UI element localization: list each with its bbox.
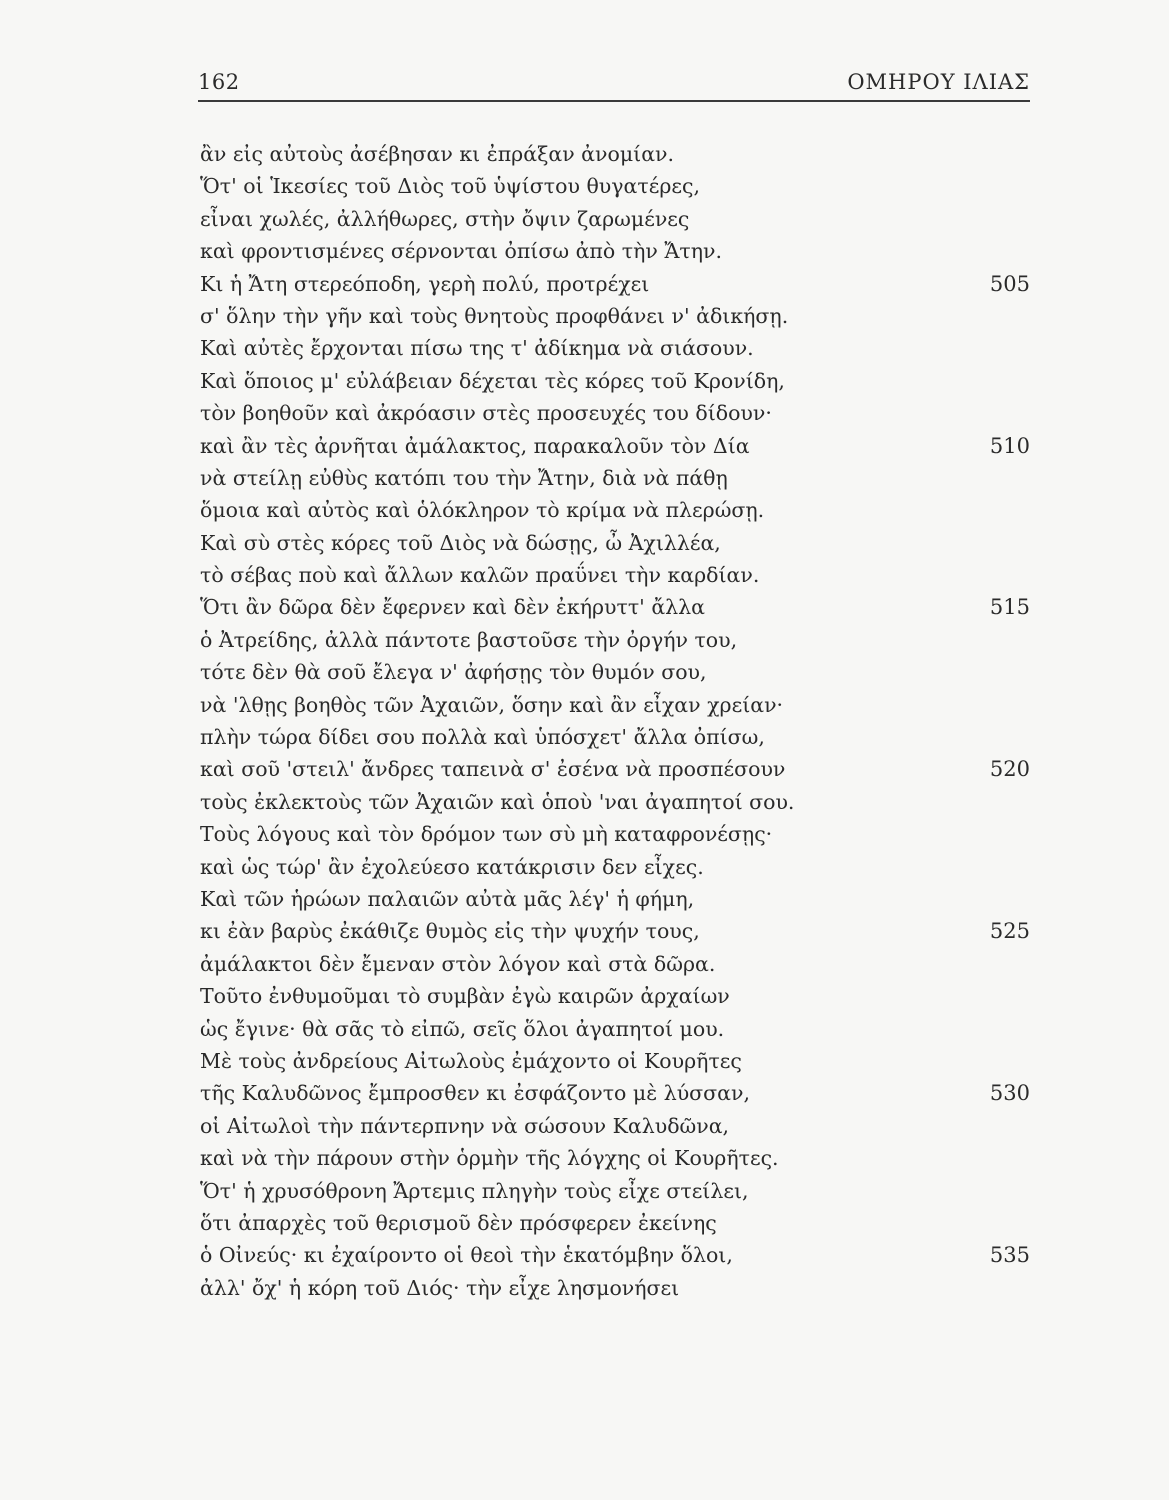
- verse-text: ὅτι ἀπαρχὲς τοῦ θερισμοῦ δὲν πρόσφερεν ἐκείνης: [200, 1210, 717, 1235]
- verse-number: 515: [989, 595, 1030, 620]
- verse-text: καὶ ὡς τώρ' ἂν ἐχολεύεσο κατάκρισιν δεν εἶχες.: [200, 854, 704, 879]
- verse-number: 530: [989, 1081, 1030, 1106]
- verse-number: 510: [989, 433, 1030, 458]
- verse-text: νὰ στείλῃ εὐθὺς κατόπι του τὴν Ἄτην, διὰ νὰ πάθῃ: [200, 465, 728, 490]
- verse-number: 505: [989, 271, 1030, 296]
- header-rule: [198, 100, 1030, 102]
- verse-text: Τοὺς λόγους καὶ τὸν δρόμον των σὺ μὴ καταφρονέσῃς·: [200, 822, 773, 847]
- verse-text: καὶ σοῦ 'στειλ' ἄνδρες ταπεινὰ σ' ἐσένα νὰ προσπέσουν: [200, 757, 786, 782]
- verse-line: [200, 1045, 1040, 1077]
- verse-text: τὸν βοηθοῦν καὶ ἀκρόασιν στὲς προσευχές του δίδουν·: [200, 401, 772, 426]
- verse-line: [200, 397, 1040, 429]
- verse-line: [200, 1239, 1040, 1271]
- verse-text: Ὅτ' οἱ Ἱκεσίες τοῦ Διὸς τοῦ ὑψίστου θυγατέρες,: [200, 174, 700, 199]
- verse-text: ὁ Ἀτρείδης, ἀλλὰ πάντοτε βαστοῦσε τὴν ὀργήν του,: [200, 627, 738, 652]
- verse-line: [200, 203, 1040, 235]
- verse-number: 525: [989, 919, 1030, 944]
- page-header: [198, 64, 1030, 102]
- verse-text: Ὅτι ἂν δῶρα δὲν ἔφερνεν καὶ δὲν ἐκήρυττ' ἄλλα: [200, 595, 706, 620]
- verse-line: [200, 1272, 1040, 1304]
- verse-text: κι ἐὰν βαρὺς ἐκάθιζε θυμὸς εἰς τὴν ψυχήν τους,: [200, 919, 700, 944]
- verse-line: [200, 851, 1040, 883]
- verse-text: καὶ νὰ τὴν πάρουν στὴν ὁρμὴν τῆς λόγχης οἱ Κουρῆτες.: [200, 1146, 779, 1171]
- verse-text: οἱ Αἰτωλοὶ τὴν πάντερπνην νὰ σώσουν Καλυδῶνα,: [200, 1113, 730, 1138]
- verse-line: [200, 527, 1040, 559]
- verse-line: [200, 689, 1040, 721]
- verse-line: [200, 980, 1040, 1012]
- verse-text: ὁ Οἰνεύς· κι ἐχαίροντο οἱ θεοὶ τὴν ἑκατόμβην ὅλοι,: [200, 1243, 733, 1268]
- verse-line: [200, 1142, 1040, 1174]
- verse-line: [200, 235, 1040, 267]
- verse-text: νὰ 'λθῃς βοηθὸς τῶν Ἀχαιῶν, ὅσην καὶ ἂν εἶχαν χρείαν·: [200, 692, 784, 717]
- verse-text: ἀμάλακτοι δὲν ἔμεναν στὸν λόγον καὶ στὰ δῶρα.: [200, 951, 716, 976]
- verse-text: τὸ σέβας ποὺ καὶ ἄλλων καλῶν πραΰνει τὴν καρδίαν.: [200, 563, 760, 588]
- verse-number: 520: [989, 757, 1030, 782]
- verse-line: [200, 721, 1040, 753]
- verse-line: [200, 138, 1040, 170]
- verse-text: τῆς Καλυδῶνος ἔμπροσθεν κι ἐσφάζοντο μὲ λύσσαν,: [200, 1081, 750, 1106]
- verse-text: καὶ φροντισμένες σέρνονται ὀπίσω ἀπὸ τὴν Ἄτην.: [200, 239, 722, 264]
- verse-list: [200, 138, 1040, 1304]
- running-title: ΟΜΗΡΟΥ ΙΛΙΑΣ: [847, 70, 1030, 94]
- verse-line: [200, 462, 1040, 494]
- verse-line: [200, 494, 1040, 526]
- verse-line: [200, 170, 1040, 202]
- verse-line: [200, 883, 1040, 915]
- verse-line: [200, 332, 1040, 364]
- verse-text: ὅμοια καὶ αὐτὸς καὶ ὁλόκληρον τὸ κρίμα νὰ πλερώσῃ.: [200, 498, 765, 523]
- verse-text: ὡς ἔγινε· θὰ σᾶς τὸ εἰπῶ, σεῖς ὅλοι ἀγαπητοί μου.: [200, 1016, 725, 1041]
- verse-line: [200, 300, 1040, 332]
- verse-text: πλὴν τώρα δίδει σου πολλὰ καὶ ὑπόσχετ' ἄλλα ὀπίσω,: [200, 725, 765, 750]
- verse-text: Ὅτ' ἡ χρυσόθρονη Ἄρτεμις πληγὴν τοὺς εἶχε στείλει,: [200, 1178, 749, 1203]
- verse-text: ἀλλ' ὄχ' ἡ κόρη τοῦ Διός· τὴν εἶχε λησμονήσει: [200, 1275, 680, 1300]
- verse-line: [200, 1013, 1040, 1045]
- verse-line: [200, 818, 1040, 850]
- verse-line: [200, 786, 1040, 818]
- verse-text: Μὲ τοὺς ἀνδρείους Αἰτωλοὺς ἐμάχοντο οἱ Κουρῆτες: [200, 1048, 742, 1073]
- verse-line: [200, 365, 1040, 397]
- verse-text: Καὶ τῶν ἡρώων παλαιῶν αὐτὰ μᾶς λέγ' ἡ φήμη,: [200, 886, 695, 911]
- verse-number: 535: [989, 1243, 1030, 1268]
- verse-line: [200, 591, 1040, 623]
- verse-text: εἶναι χωλές, ἀλλήθωρες, στὴν ὄψιν ζαρωμένες: [200, 206, 690, 231]
- verse-line: [200, 268, 1040, 300]
- verse-line: [200, 559, 1040, 591]
- page-number: 162: [198, 70, 240, 94]
- verse-text: Καὶ σὺ στὲς κόρες τοῦ Διὸς νὰ δώσῃς, ὦ Ἀχιλλέα,: [200, 530, 721, 555]
- verse-text: καὶ ἂν τὲς ἀρνῆται ἀμάλακτος, παρακαλοῦν τὸν Δία: [200, 433, 750, 458]
- verse-text: Κι ἡ Ἄτη στερεόποδη, γερὴ πολύ, προτρέχει: [200, 271, 650, 296]
- verse-text: ἂν εἰς αὐτοὺς ἀσέβησαν κι ἐπράξαν ἀνομίαν.: [200, 142, 675, 166]
- verse-line: [200, 1175, 1040, 1207]
- verse-text: τοὺς ἐκλεκτοὺς τῶν Ἀχαιῶν καὶ ὁποὺ 'ναι ἀγαπητοί σου.: [200, 789, 795, 814]
- verse-line: [200, 1077, 1040, 1109]
- verse-line: [200, 1110, 1040, 1142]
- verse-line: [200, 915, 1040, 947]
- verse-line: [200, 1207, 1040, 1239]
- verse-text: σ' ὅλην τὴν γῆν καὶ τοὺς θνητοὺς προφθάνει ν' ἀδικήσῃ.: [200, 303, 789, 328]
- verse-line: [200, 430, 1040, 462]
- verse-line: [200, 624, 1040, 656]
- verse-line: [200, 656, 1040, 688]
- verse-line: [200, 753, 1040, 785]
- verse-text: Τοῦτο ἐνθυμοῦμαι τὸ συμβὰν ἐγὼ καιρῶν ἀρχαίων: [200, 984, 730, 1009]
- verse-text: τότε δὲν θὰ σοῦ ἔλεγα ν' ἀφήσῃς τὸν θυμόν σου,: [200, 660, 707, 685]
- verse-text: Καὶ ὅποιος μ' εὐλάβειαν δέχεται τὲς κόρες τοῦ Κρονίδη,: [200, 368, 785, 393]
- verse-line: [200, 948, 1040, 980]
- verse-text: Καὶ αὐτὲς ἔρχονται πίσω της τ' ἀδίκημα νὰ σιάσουν.: [200, 336, 754, 361]
